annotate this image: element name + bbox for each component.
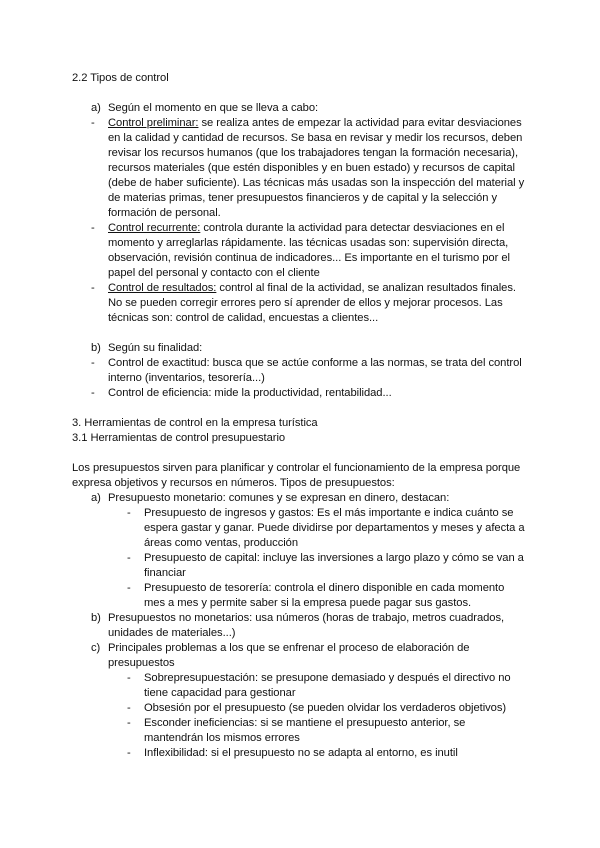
list-item-line: momento y arreglarlas rápidamente. las técnicas usadas son: supervisión directa,: [108, 237, 509, 249]
list-item-line: Obsesión por el presupuesto (se pueden olvidar los verdaderos objetivos): [144, 702, 507, 714]
list-title: Según el momento en que se lleva a cabo:: [108, 102, 319, 114]
section-heading: 2.2 Tipos de control: [72, 72, 169, 84]
list-item-line: Inflexibilidad: si el presupuesto no se adapta al entorno, es inutil: [144, 747, 458, 759]
list-item-line: unidades de materiales...): [108, 627, 236, 639]
bullet: -: [127, 747, 131, 759]
list-item-line: en la calidad y cantidad de recursos. Se basa en revisar y medir los recursos, deben: [108, 132, 523, 144]
paragraph-line: Los presupuestos sirven para planificar y controlar el funcionamiento de la empresa porque: [72, 462, 521, 474]
list-title: Según su finalidad:: [108, 342, 203, 354]
bullet: -: [127, 552, 131, 564]
list-item-line: revisar los recursos humanos (que los trabajadores tengan la formación necesaria),: [108, 147, 519, 159]
list-item-line: mantendrán los mismos errores: [144, 732, 300, 744]
list-item-line: No se pueden corregir errores pero sí aprender de ellos y mejorar procesos. Las: [108, 297, 503, 309]
item-text: se realiza antes de empezar la actividad para evitar desviaciones: [198, 117, 522, 129]
bullet: -: [91, 357, 95, 369]
list-item-line: técnicas son: control de calidad, encuestas a clientes...: [108, 312, 379, 324]
list-item-line: Presupuesto de tesorería: controla el dinero disponible en cada momento: [144, 582, 505, 594]
list-item-line: [108, 221, 504, 236]
list-item-line: Presupuestos no monetarios: usa números (horas de trabajo, metros cuadrados,: [108, 612, 505, 624]
term-label: Control recurrente:: [108, 222, 201, 234]
list-item-line: espera gastar y ganar. Puede dividirse por departamentos y meses y afecta a: [144, 522, 525, 534]
list-item-line: Principales problemas a los que se enfrenar el proceso de elaboración de: [108, 642, 470, 654]
bullet: -: [91, 117, 95, 129]
list-item-line: observación, revisión continua de indicadores... Es importante en el turismo por el: [108, 252, 510, 264]
list-item-line: Sobrepresupuestación: se presupone demasiado y después el directivo no: [144, 672, 511, 684]
list-item-line: interno (inventarios, tesorería...): [108, 372, 265, 384]
bullet: -: [127, 717, 131, 729]
bullet: -: [91, 387, 95, 399]
list-item-line: papel del personal y contacto con el cliente: [108, 267, 320, 279]
list-marker: b): [91, 342, 101, 354]
item-text: controla durante la actividad para detectar desviaciones en el: [200, 222, 505, 234]
list-marker: b): [91, 612, 101, 624]
bullet: -: [127, 507, 131, 519]
list-item-line: Presupuesto de ingresos y gastos: Es el más importante e indica cuánto se: [144, 507, 514, 519]
bullet: -: [91, 282, 95, 294]
list-item-line: mes a mes y permite saber si la empresa puede pagar sus gastos.: [144, 597, 472, 609]
list-title: Presupuesto monetario: comunes y se expresan en dinero, destacan:: [108, 492, 450, 504]
list-item-line: Control de eficiencia: mide la productividad, rentabilidad...: [108, 387, 392, 399]
list-item-line: Control de exactitud: busca que se actúe conforme a las normas, se trata del control: [108, 357, 522, 369]
list-item-line: (debe de haber suficiente). Las técnicas más usadas son la inspección del material y: [108, 177, 525, 189]
list-marker: c): [91, 642, 101, 654]
item-text: control al final de la actividad, se analizan resultados finales.: [216, 282, 516, 294]
term-label: Control de resultados:: [108, 282, 217, 294]
list-item-line: recursos materiales (que estén disponibles y en buen estado) y recursos de capital: [108, 162, 515, 174]
list-item-line: Esconder ineficiencias: si se mantiene el presupuesto anterior, se: [144, 717, 466, 729]
list-item-line: áreas como ventas, producción: [144, 537, 299, 549]
term-label: Control preliminar:: [108, 117, 199, 129]
list-item-line: [108, 116, 522, 131]
bullet: -: [91, 222, 95, 234]
list-item-line: financiar: [144, 567, 186, 579]
list-item-line: Presupuesto de capital: incluye las inversiones a largo plazo y cómo se van a: [144, 552, 524, 564]
list-item-line: de materias primas, tener presupuestos financieros y de capital y la selección y: [108, 192, 498, 204]
list-item-line: formación de personal.: [108, 207, 221, 219]
bullet: -: [127, 672, 131, 684]
list-item-line: tiene capacidad para gestionar: [144, 687, 296, 699]
list-item-line: presupuestos: [108, 657, 175, 669]
section-heading: 3. Herramientas de control en la empresa turística: [72, 417, 318, 429]
list-item-line: [108, 281, 516, 296]
list-marker: a): [91, 492, 101, 504]
list-marker: a): [91, 102, 101, 114]
paragraph-line: expresa objetivos y recursos en números. Tipos de presupuestos:: [72, 477, 395, 489]
bullet: -: [127, 582, 131, 594]
bullet: -: [127, 702, 131, 714]
subsection-heading: 3.1 Herramientas de control presupuestario: [72, 432, 286, 444]
